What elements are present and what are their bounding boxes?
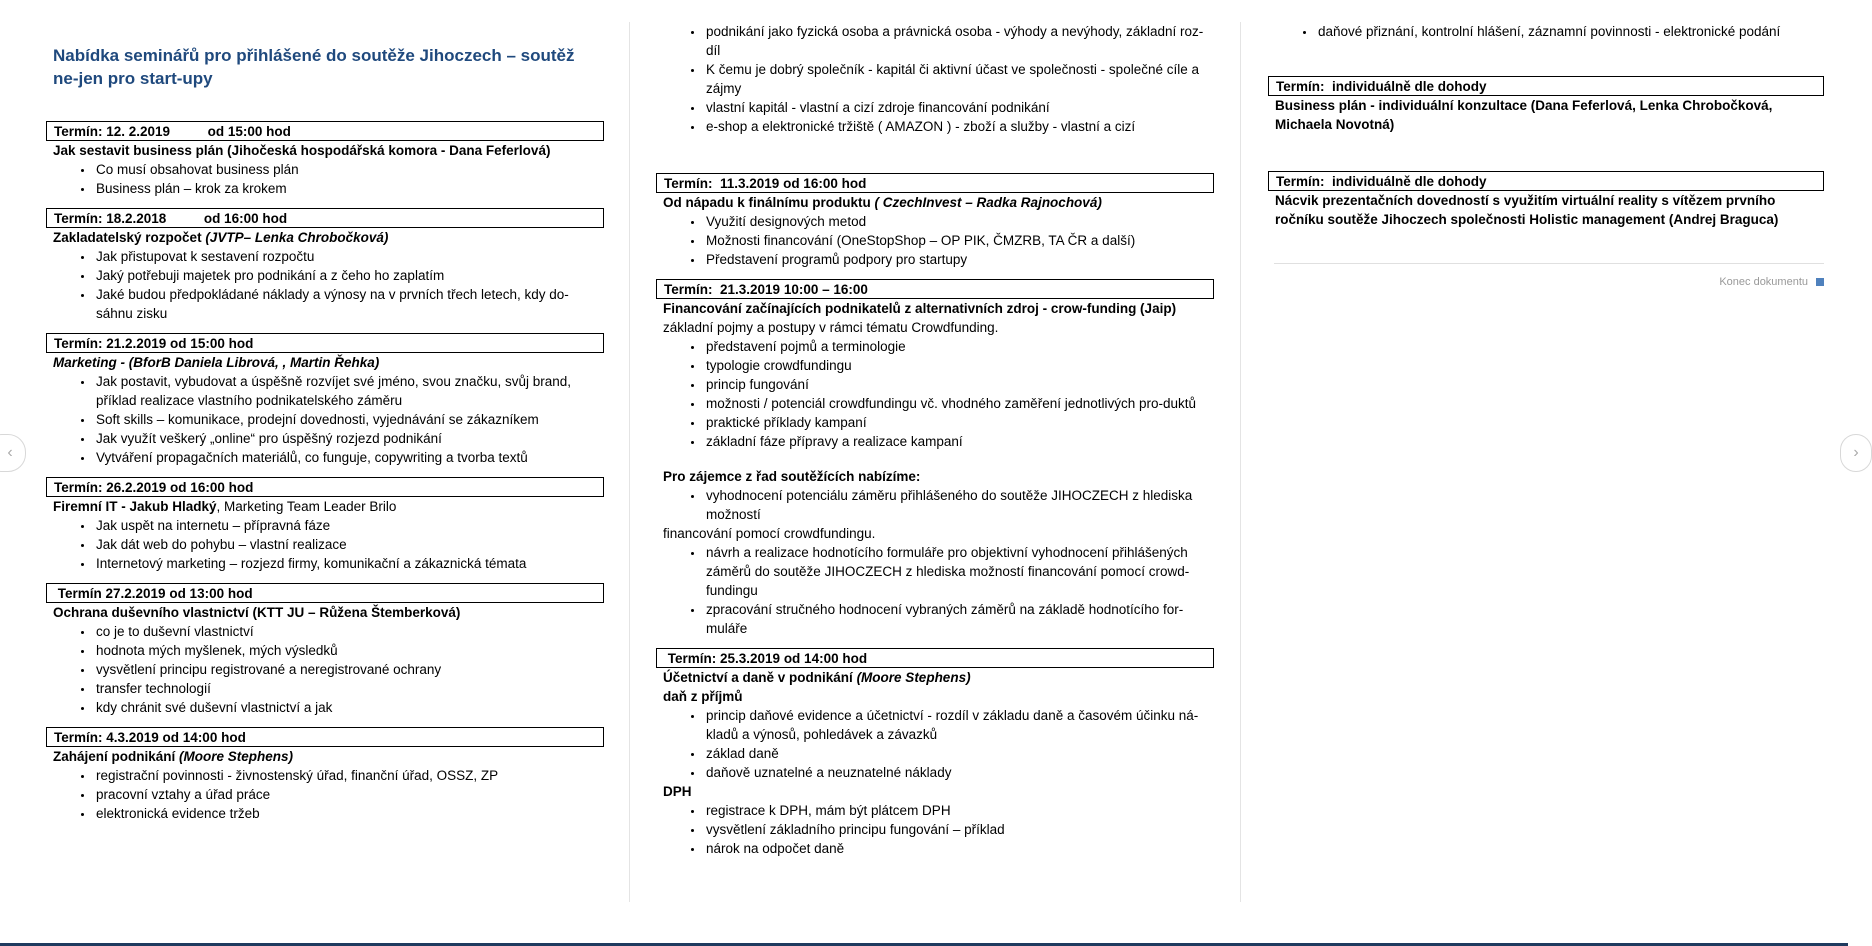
seminar-title-main: Účetnictví a daně v podnikání (663, 670, 857, 685)
list-item: • vlastní kapitál - vlastní a cizí zdroje financování podnikání (704, 98, 1214, 117)
list-item: • daňově uznatelné a neuznatelné náklady (704, 763, 1214, 782)
list-item: • základ daně (704, 744, 1214, 763)
list-item: • e-shop a elektronické tržiště ( AMAZON ) - zboží a služby - vlastní a cizí (704, 117, 1214, 136)
list-item: • Možnosti financování (OneStopShop – OP PIK, ČMZRB, TA ČR a další) (704, 231, 1214, 250)
seminar-lecturer: ( CzechInvest – Radka Rajnochová) (874, 195, 1102, 210)
list-item: • Jak dát web do pohybu – vlastní realizace (94, 535, 604, 554)
seminar-term: Termín: 26.2.2019 od 16:00 hod (46, 477, 604, 497)
seminar-block (46, 121, 604, 198)
list-item: • praktické příklady kampaní (704, 413, 1214, 432)
end-divider (1274, 263, 1824, 264)
seminar-topics (46, 247, 604, 323)
seminar-title-main: Firemní IT - Jakub Hladký (53, 499, 217, 514)
seminar-title: Business plán - individuální konzultace (Dana Feferlová, Lenka Chrobočková, Michaela Novotná) (1275, 98, 1773, 132)
seminar-block (656, 648, 1214, 858)
seminar-lecturer: (Moore Stephens) (856, 670, 971, 685)
list-item: • pracovní vztahy a úřad práce (94, 785, 604, 804)
list-item: • Soft skills – komunikace, prodejní dovednosti, vyjednávání se zákazníkem (94, 410, 604, 429)
list-item: • Využití designových metod (704, 212, 1214, 231)
seminar-title: Marketing - (BforB Daniela Librová, , Martin Řehka) (53, 355, 380, 370)
list-item: • vyhodnocení potenciálu záměru přihlášeného do soutěže JIHOCZECH z hlediska možností (704, 486, 1214, 524)
list-item: • vysvětlení principu registrované a neregistrované ochrany (94, 660, 604, 679)
seminar-term: Termín: individuálně dle dohody (1268, 171, 1824, 191)
seminar-block (656, 173, 1214, 269)
seminar-block (1268, 76, 1824, 134)
seminar-block (46, 727, 604, 823)
next-page-button[interactable]: › (1840, 434, 1872, 472)
seminar-topics (46, 516, 604, 573)
list-item: • registrace k DPH, mám být plátcem DPH (704, 801, 1214, 820)
seminar-topics (656, 801, 1214, 858)
seminar-lecturer: , Marketing Team Leader Brilo (216, 499, 397, 514)
list-item: • Jaký potřebuji majetek pro podnikání a z čeho ho zaplatím (94, 266, 604, 285)
seminar-title-main: Zakladatelský rozpočet (53, 230, 206, 245)
list-item: • Co musí obsahovat business plán (94, 160, 604, 179)
offer-list (656, 486, 1214, 524)
subsection-heading: DPH (663, 784, 692, 799)
seminar-term: Termín: 4.3.2019 od 14:00 hod (46, 727, 604, 747)
subsection-heading: daň z příjmů (663, 689, 743, 704)
seminar-term: Termín: 21.3.2019 10:00 – 16:00 (656, 279, 1214, 299)
list-item: • vysvětlení základního principu fungování – příklad (704, 820, 1214, 839)
list-item: • Business plán – krok za krokem (94, 179, 604, 198)
end-of-document (1268, 276, 1824, 288)
list-item: • princip daňové evidence a účetnictví - rozdíl v základu daně a časovém účinku ná-kladů a výnosů, pohledávek a závazků (704, 706, 1214, 744)
column-3 (1268, 0, 1824, 288)
list-item: • Jak postavit, vybudovat a úspěšně rozvíjet své jméno, svou značku, svůj brand, příklad realizace vlastního podnikatelského záměru (94, 372, 604, 410)
list-item: • typologie crowdfundingu (704, 356, 1214, 375)
seminar-block (656, 279, 1214, 638)
seminar-topics (46, 372, 604, 467)
offer-heading: Pro zájemce z řad soutěžících nabízíme: (663, 469, 921, 484)
seminar-topics (656, 212, 1214, 269)
seminar-block (46, 477, 604, 573)
seminar-title (656, 668, 1214, 687)
seminar-title (656, 193, 1214, 212)
seminar-block (1268, 171, 1824, 229)
seminar-term: Termín: 18.2.2018 od 16:00 hod (46, 208, 604, 228)
list-item: • K čemu je dobrý společník - kapitál či aktivní účast ve společnosti - společné cíle a zájmy (704, 60, 1214, 98)
seminar-title (46, 747, 604, 766)
list-item: • Jak využít veškerý „online“ pro úspěšný rozjezd podnikání (94, 429, 604, 448)
list-item: • možnosti / potenciál crowdfundingu vč. vhodného zaměření jednotlivých pro-duktů (704, 394, 1214, 413)
seminar-topics (656, 337, 1214, 451)
seminar-topics (46, 622, 604, 717)
seminar-title: Nácvik prezentačních dovedností s využitím virtuální reality s vítězem prvního ročníku soutěže Jihoczech společnosti Holistic management (Andrej Braguca) (1275, 193, 1779, 227)
seminar-block (46, 583, 604, 717)
seminar-topics (46, 766, 604, 823)
list-item: • Představení programů podpory pro startupy (704, 250, 1214, 269)
seminar-term: Termín: 21.2.2019 od 15:00 hod (46, 333, 604, 353)
seminar-term: Termín 27.2.2019 od 13:00 hod (46, 583, 604, 603)
column-divider (629, 22, 630, 902)
seminar-term: Termín: 25.3.2019 od 14:00 hod (656, 648, 1214, 668)
list-item: • nárok na odpočet daně (704, 839, 1214, 858)
seminar-lecturer: (Moore Stephens) (179, 749, 294, 764)
seminar-topics-continued (1268, 22, 1824, 41)
seminar-title-main: Zahájení podnikání (53, 749, 180, 764)
offer-list (656, 543, 1214, 638)
list-item: • elektronická evidence tržeb (94, 804, 604, 823)
column-1 (46, 0, 604, 823)
seminar-title (46, 228, 604, 247)
list-item: • návrh a realizace hodnotícího formuláře pro objektivní vyhodnocení přihlášených záměrů do soutěže JIHOCZECH z hlediska možností financování pomocí crowd-fundingu (704, 543, 1214, 600)
previous-page-button[interactable]: ‹ (0, 434, 26, 472)
seminar-topics-continued (656, 22, 1214, 136)
seminar-title: Ochrana duševního vlastnictví (KTT JU – Růžena Štemberková) (53, 605, 461, 620)
list-item: • daňové přiznání, kontrolní hlášení, záznamní povinnosti - elektronické podání (1316, 22, 1824, 41)
seminar-term: Termín: 11.3.2019 od 16:00 hod (656, 173, 1214, 193)
page-title: Nabídka seminářů pro přihlášené do soutěže Jihoczech – soutěž ne-jen pro start-upy (53, 46, 575, 88)
seminar-title (46, 497, 604, 516)
column-divider (1240, 22, 1241, 902)
end-of-document-label: Konec dokumentu (1719, 276, 1808, 288)
seminar-title: Jak sestavit business plán (Jihočeská hospodářská komora - Dana Feferlová) (53, 143, 551, 158)
list-item: • hodnota mých myšlenek, mých výsledků (94, 641, 604, 660)
list-item: • kdy chránit své duševní vlastnictví a jak (94, 698, 604, 717)
list-item: • Vytváření propagačních materiálů, co funguje, copywriting a tvorba textů (94, 448, 604, 467)
list-item: • Jaké budou předpokládané náklady a výnosy na v prvních třech letech, kdy do-sáhnu zisku (94, 285, 604, 323)
list-item: • co je to duševní vlastnictví (94, 622, 604, 641)
list-item: • Jak uspět na internetu – přípravná fáze (94, 516, 604, 535)
list-item: • princip fungování (704, 375, 1214, 394)
list-item: • Internetový marketing – rozjezd firmy, komunikační a zákaznická témata (94, 554, 604, 573)
list-item: • podnikání jako fyzická osoba a právnická osoba - výhody a nevýhody, základní roz-díl (704, 22, 1214, 60)
list-item: • registrační povinnosti - živnostenský úřad, finanční úřad, OSSZ, ZP (94, 766, 604, 785)
seminar-term: Termín: individuálně dle dohody (1268, 76, 1824, 96)
column-2 (656, 0, 1214, 858)
seminar-topics (656, 706, 1214, 782)
list-item: • základní fáze přípravy a realizace kampaní (704, 432, 1214, 451)
list-item: • transfer technologií (94, 679, 604, 698)
seminar-topics (46, 160, 604, 198)
seminar-term: Termín: 12. 2.2019 od 15:00 hod (46, 121, 604, 141)
seminar-title: Financování začínajících podnikatelů z alternativních zdroj - crow-funding (Jaip) (663, 301, 1177, 316)
list-item: • představení pojmů a terminologie (704, 337, 1214, 356)
seminar-title-main: Od nápadu k finálnímu produktu (663, 195, 875, 210)
seminar-intro: základní pojmy a postupy v rámci tématu Crowdfunding. (663, 320, 999, 335)
seminar-block (46, 333, 604, 467)
list-item: • Jak přistupovat k sestavení rozpočtu (94, 247, 604, 266)
seminar-lecturer: (JVTP– Lenka Chrobočková) (205, 230, 389, 245)
list-item: • zpracování stručného hodnocení vybraných záměrů na základě hodnotícího for-muláře (704, 600, 1214, 638)
offer-text: financování pomocí crowdfundingu. (663, 526, 876, 541)
end-marker-icon (1816, 278, 1824, 286)
seminar-block (46, 208, 604, 323)
